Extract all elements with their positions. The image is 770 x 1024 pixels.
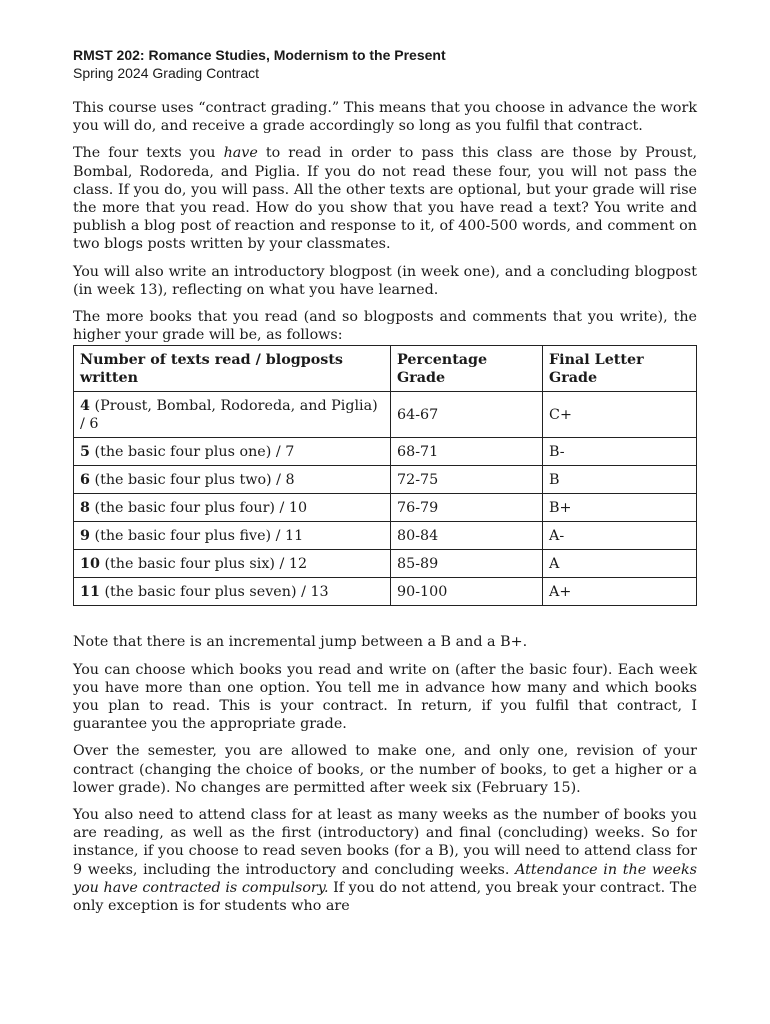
grade-cell: B- [543, 438, 697, 466]
texts-count: 9 [80, 527, 90, 544]
grade-cell: A- [543, 522, 697, 550]
book-choice-paragraph: You can choose which books you read and write on (after the basic four). Each week you have more than one option. You tell me in advance how many and which books you plan to read. This is your contract. In return, if you fulfil that contract, I guarantee you the appropriate grade. [73, 661, 697, 733]
incremental-jump-note: Note that there is an incremental jump between a B and a B+. [73, 634, 528, 651]
grade-cell: A [543, 550, 697, 578]
texts-description: (the basic four plus two) / 8 [89, 471, 295, 488]
texts-cell [74, 550, 391, 578]
texts-cell [74, 494, 391, 522]
attendance-emphasis: Attendance in the weeks you have contracted is compulsory. [73, 861, 697, 896]
percentage-cell: 90-100 [391, 578, 543, 606]
table-row [74, 522, 697, 550]
texts-description: (the basic four plus five) / 11 [89, 527, 304, 544]
grade-cell: A+ [543, 578, 697, 606]
texts-cell [74, 466, 391, 494]
attendance-paragraph [73, 806, 697, 915]
texts-count: 6 [80, 471, 90, 488]
texts-description: (the basic four plus four) / 10 [89, 499, 308, 516]
grade-scale-intro: The more books that you read (and so blogposts and comments that you write), the higher your grade will be, as follows: [73, 309, 697, 344]
intro-paragraph: This course uses “contract grading.” This means that you choose in advance the work you will do, and receive a grade accordingly so long as you fulfil that contract. [73, 100, 697, 135]
percentage-cell: 76-79 [391, 494, 543, 522]
required-texts-text-a: The four texts you [73, 145, 224, 162]
texts-count: 11 [80, 583, 100, 600]
header-percentage: Percentage Grade [391, 346, 543, 392]
texts-description: (Proust, Bombal, Rodoreda, and Piglia) / 6 [80, 397, 378, 432]
texts-cell [74, 438, 391, 466]
percentage-cell: 72-75 [391, 466, 543, 494]
header-letter-grade: Final Letter Grade [543, 346, 697, 392]
header-texts-read: Number of texts read / blogposts written [74, 346, 391, 392]
percentage-cell: 68-71 [391, 438, 543, 466]
texts-cell [74, 522, 391, 550]
required-texts-emphasis: have [223, 145, 258, 162]
table-row [74, 494, 697, 522]
table-header-row [74, 346, 697, 392]
texts-cell [74, 392, 391, 438]
table-row [74, 438, 697, 466]
required-texts-text-b: to read in order to pass this class are those by Proust, Bombal, Rodoreda, and Piglia. If you do not read these four, you will not pass the class. If you do, you will pass. All the other texts are optional, but your grade will rise the more that you read. How do you show that you have read a text? You write and publish a blog post of reaction and response to it, of 400-500 words, and comment on two blogs posts written by your classmates. [73, 145, 697, 253]
table-row [74, 466, 697, 494]
grade-cell: B+ [543, 494, 697, 522]
texts-cell [74, 578, 391, 606]
texts-count: 5 [80, 443, 90, 460]
texts-count: 10 [80, 555, 100, 572]
percentage-cell: 64-67 [391, 392, 543, 438]
document-subtitle: Spring 2024 Grading Contract [73, 65, 259, 81]
grade-cell: B [543, 466, 697, 494]
texts-description: (the basic four plus one) / 7 [89, 443, 295, 460]
required-texts-paragraph [73, 144, 697, 253]
attendance-text-b: If you do not attend, you break your contract. The only exception is for students who are [73, 879, 697, 915]
percentage-cell: 80-84 [391, 522, 543, 550]
revision-paragraph: Over the semester, you are allowed to make one, and only one, revision of your contract (changing the choice of books, or the number of books, to get a higher or a lower grade). No changes are permitted after week six (February 15). [73, 743, 697, 796]
texts-description: (the basic four plus seven) / 13 [99, 583, 329, 600]
document-page [73, 47, 697, 915]
texts-description: (the basic four plus six) / 12 [99, 555, 308, 572]
attendance-text-a: You also need to attend class for at least as many weeks as the number of books you are reading, as well as the first (introductory) and final (concluding) weeks. So for instance, if you choose to read seven books (for a B), you will need to attend class for 9 weeks, including the introductory and concluding weeks. [73, 807, 697, 878]
table-row [74, 578, 697, 606]
course-title: RMST 202: Romance Studies, Modernism to the Present [73, 47, 446, 63]
table-row [74, 550, 697, 578]
blogpost-paragraph: You will also write an introductory blogpost (in week one), and a concluding blogpost (in week 13), reflecting on what you have learned. [73, 263, 697, 298]
table-row [74, 392, 697, 438]
grading-table [73, 345, 697, 606]
texts-count: 8 [80, 499, 90, 516]
texts-count: 4 [80, 397, 90, 414]
percentage-cell: 85-89 [391, 550, 543, 578]
grade-cell: C+ [543, 392, 697, 438]
